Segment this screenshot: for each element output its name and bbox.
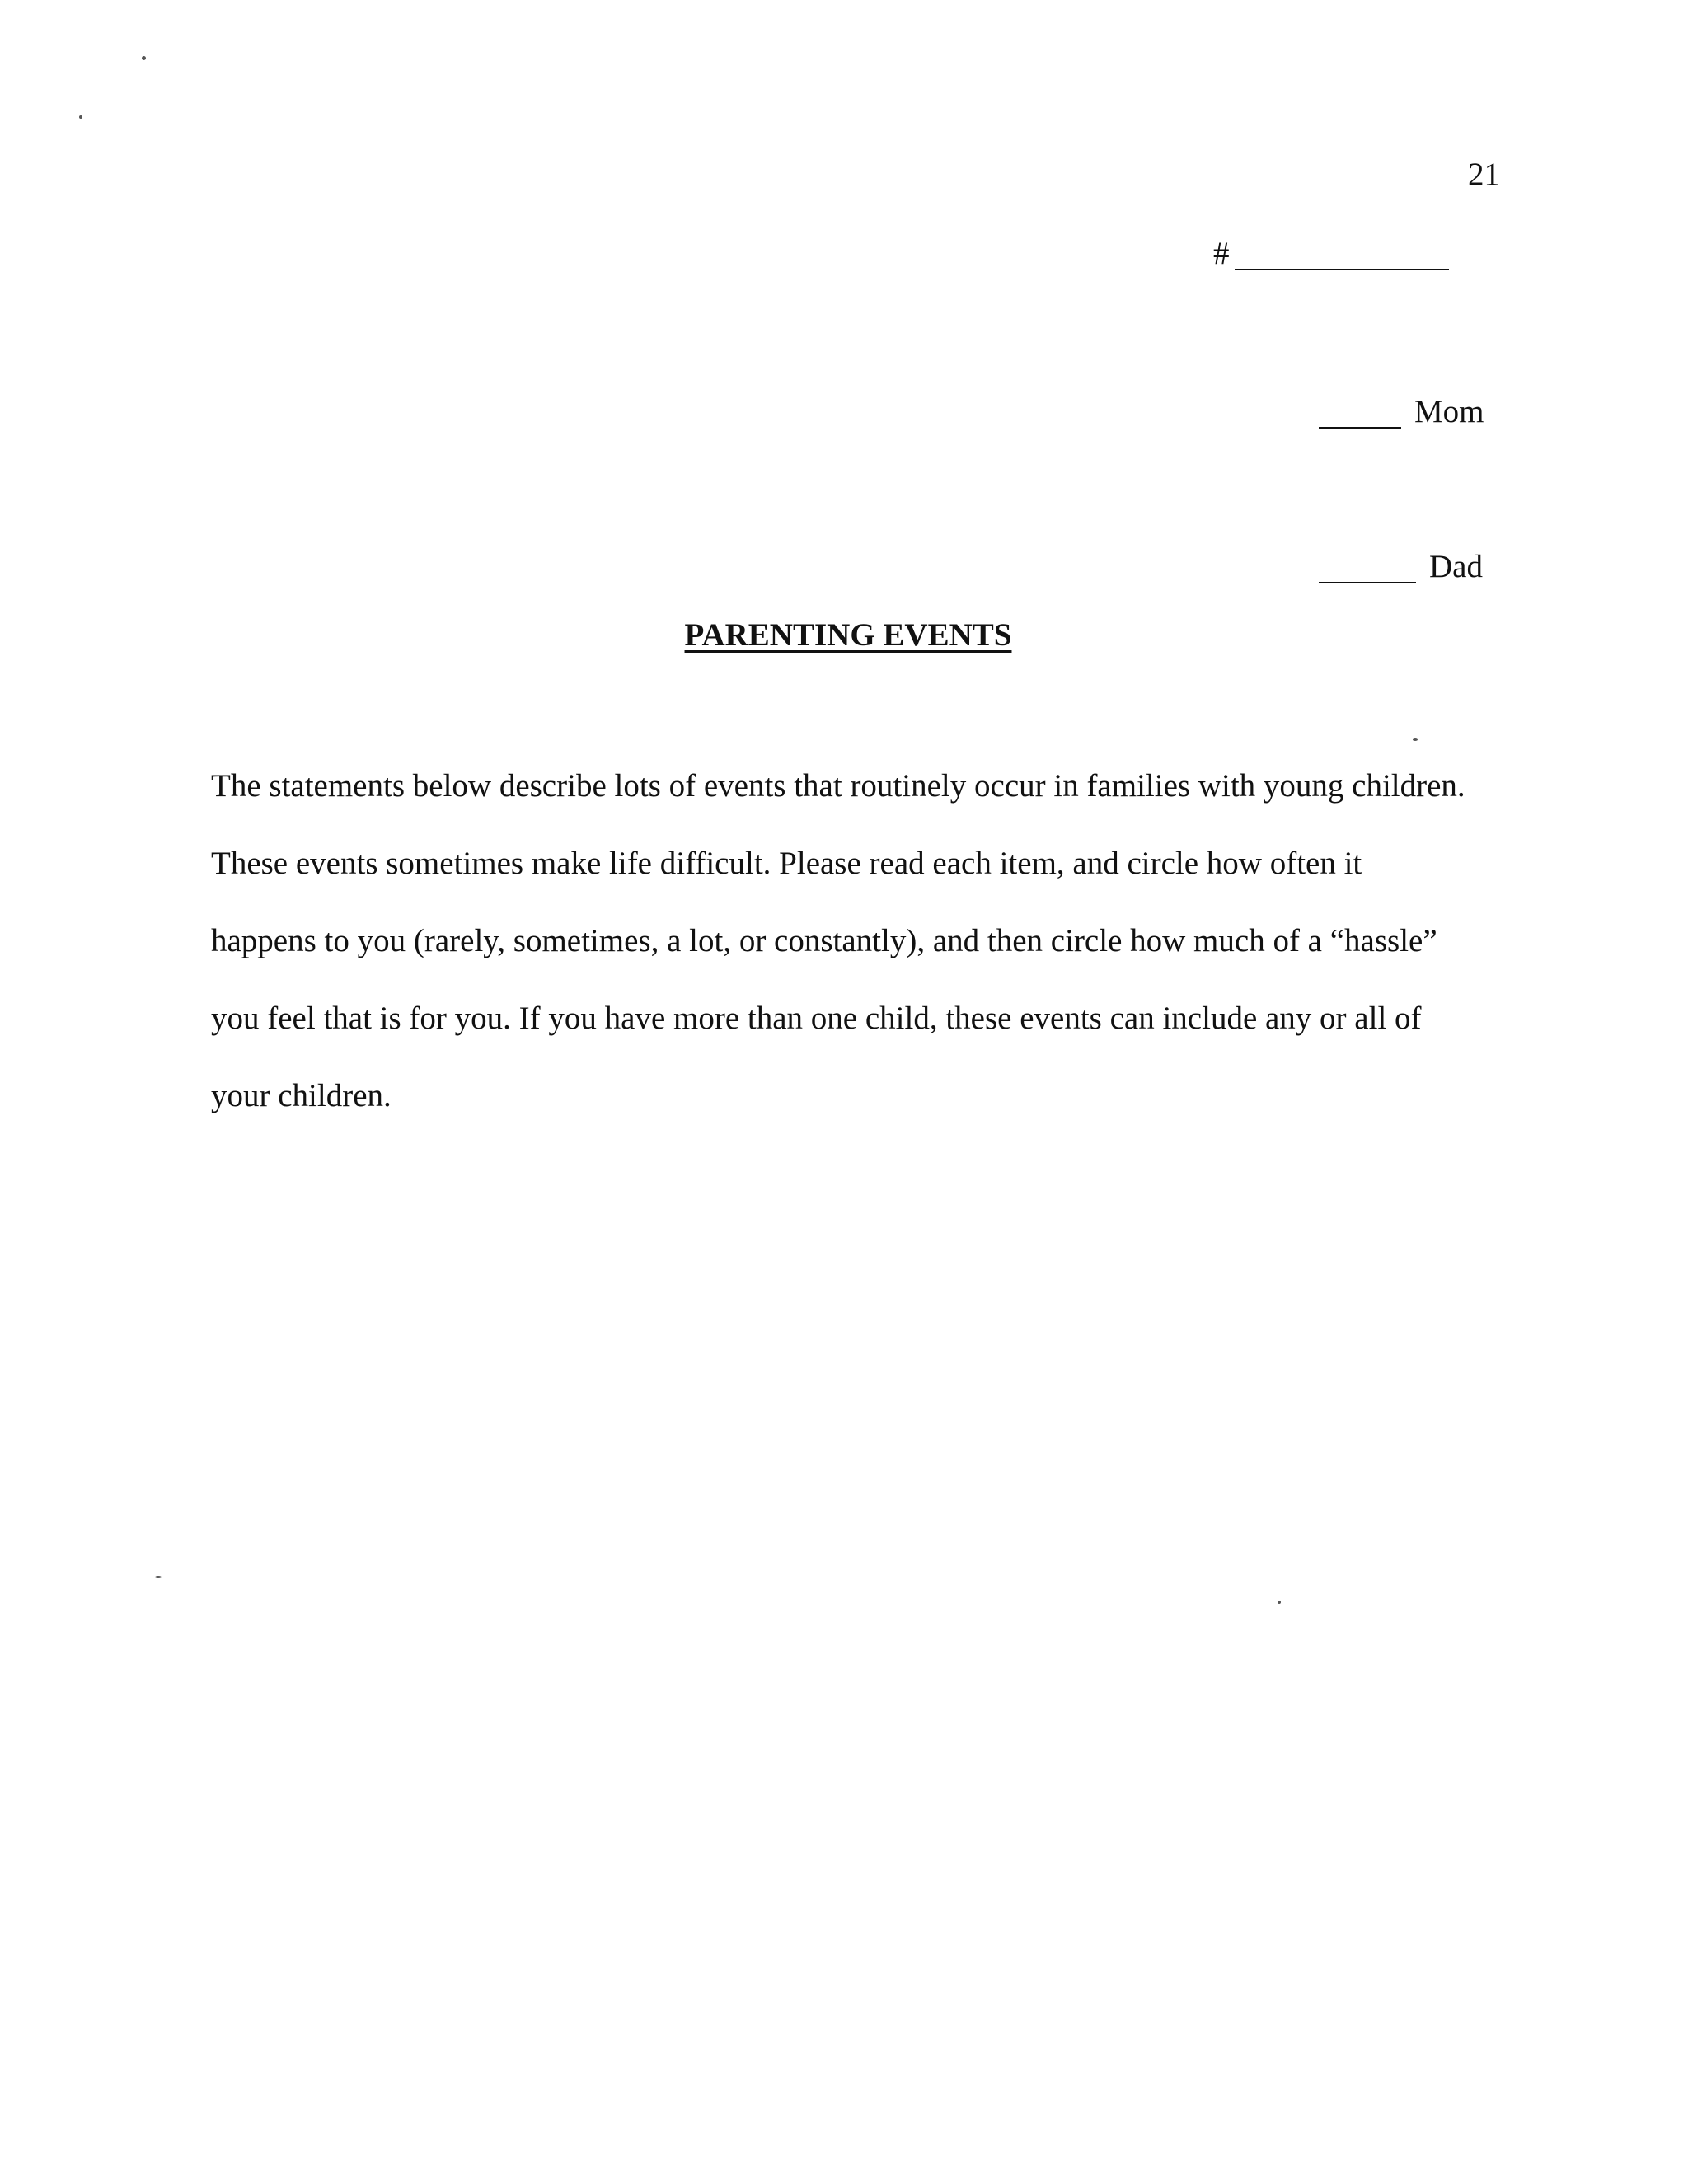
scan-speck xyxy=(142,56,146,60)
id-blank-line[interactable] xyxy=(1235,269,1449,270)
scan-speck xyxy=(1278,1601,1281,1604)
instructions-line: you feel that is for you. If you have more than one child, these events can include any or all of xyxy=(211,1001,1422,1036)
page-number: 21 xyxy=(1468,157,1500,192)
mom-blank-line[interactable] xyxy=(1319,427,1401,429)
scan-speck xyxy=(79,115,82,119)
instructions-paragraph xyxy=(211,760,1497,1147)
instructions-line: happens to you (rarely, sometimes, a lot, or constantly), and then circle how much of a “hassle” xyxy=(211,923,1437,958)
id-label: # xyxy=(1213,236,1230,271)
scan-speck xyxy=(1413,738,1418,741)
dad-label: Dad xyxy=(1429,549,1483,584)
document-title-wrapper xyxy=(0,614,1688,657)
instructions-line: your children. xyxy=(211,1078,392,1113)
document-title: PARENTING EVENTS xyxy=(684,617,1012,653)
dad-checkbox-field xyxy=(1319,544,1483,587)
scan-speck xyxy=(155,1576,162,1578)
instructions-line: These events sometimes make life difficult. Please read each item, and circle how often it xyxy=(211,846,1362,881)
participant-id-field xyxy=(1213,231,1449,274)
mom-checkbox-field xyxy=(1319,389,1484,432)
mom-label: Mom xyxy=(1414,394,1484,429)
instructions-line: The statements below describe lots of events that routinely occur in families with young children. xyxy=(211,768,1465,804)
dad-blank-line[interactable] xyxy=(1319,582,1416,583)
